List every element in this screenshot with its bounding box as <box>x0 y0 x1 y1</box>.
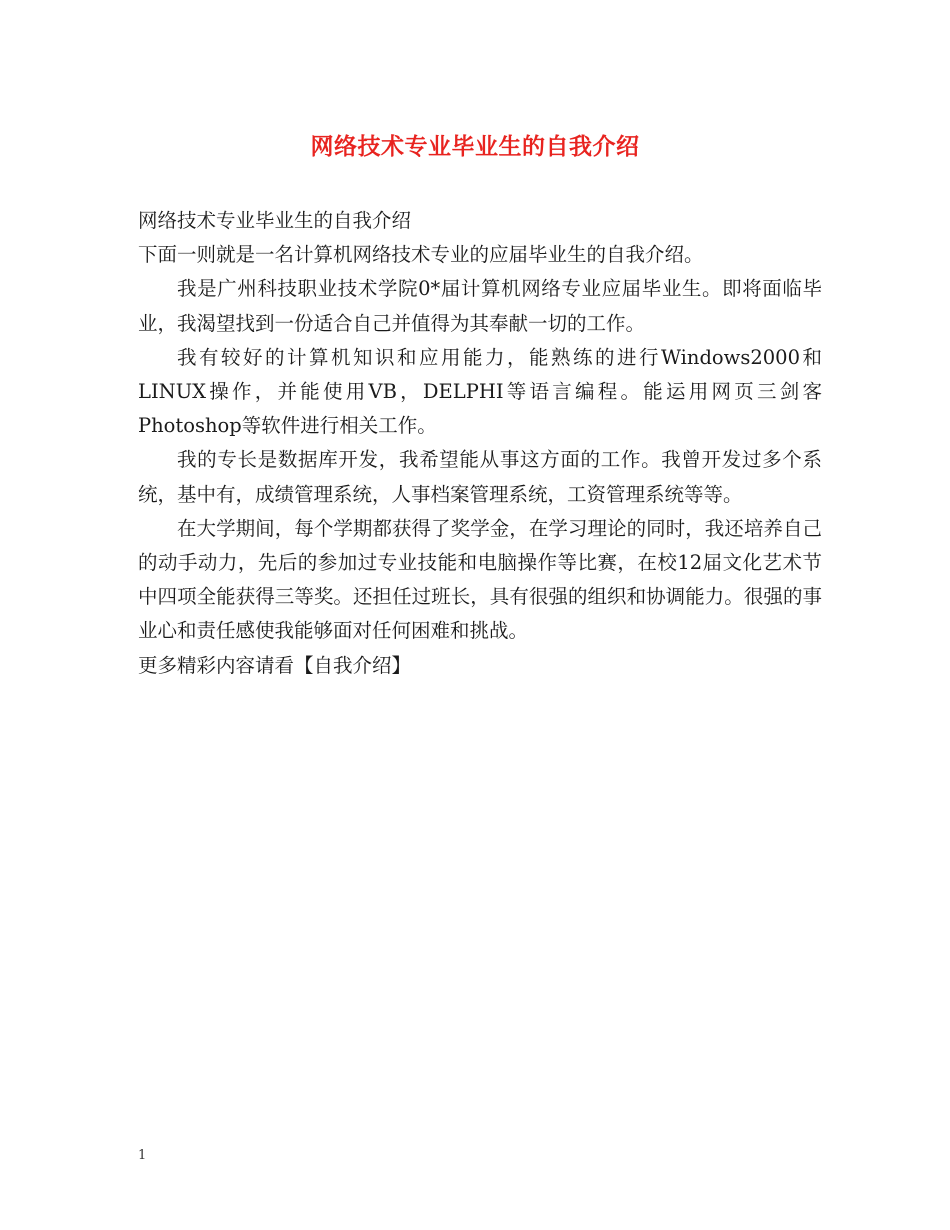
paragraph-specialty: 我的专长是数据库开发，我希望能从事这方面的工作。我曾开发过多个系统，基中有，成绩管理系统，人事档案管理系统，工资管理系统等等。 <box>138 448 822 506</box>
document-body <box>138 204 822 683</box>
document-title: 网络技术专业毕业生的自我介绍 <box>310 133 640 160</box>
paragraph-subtitle: 网络技术专业毕业生的自我介绍 <box>138 209 412 232</box>
paragraph-school: 我是广州科技职业技术学院0*届计算机网络专业应届毕业生。即将面临毕业，我渴望找到一份适合自己并值得为其奉献一切的工作。 <box>138 277 822 335</box>
paragraph-university: 在大学期间，每个学期都获得了奖学金，在学习理论的同时，我还培养自己的动手动力，先后的参加过专业技能和电脑操作等比赛，在校12届文化艺术节中四项全能获得三等奖。还担任过班长，具有很强的组织和协调能力。很强的事业心和责任感使我能够面对任何困难和挑战。 <box>138 516 822 643</box>
paragraph-more-link[interactable]: 更多精彩内容请看【自我介绍】 <box>138 653 412 677</box>
paragraph-skills: 我有较好的计算机知识和应用能力，能熟练的进行Windows2000和LINUX操作，并能使用VB，DELPHI等语言编程。能运用网页三剑客Photoshop等软件进行相关工作。 <box>138 345 822 438</box>
paragraph-intro: 下面一则就是一名计算机网络技术专业的应届毕业生的自我介绍。 <box>138 243 704 267</box>
page-number: 1 <box>138 1148 147 1163</box>
